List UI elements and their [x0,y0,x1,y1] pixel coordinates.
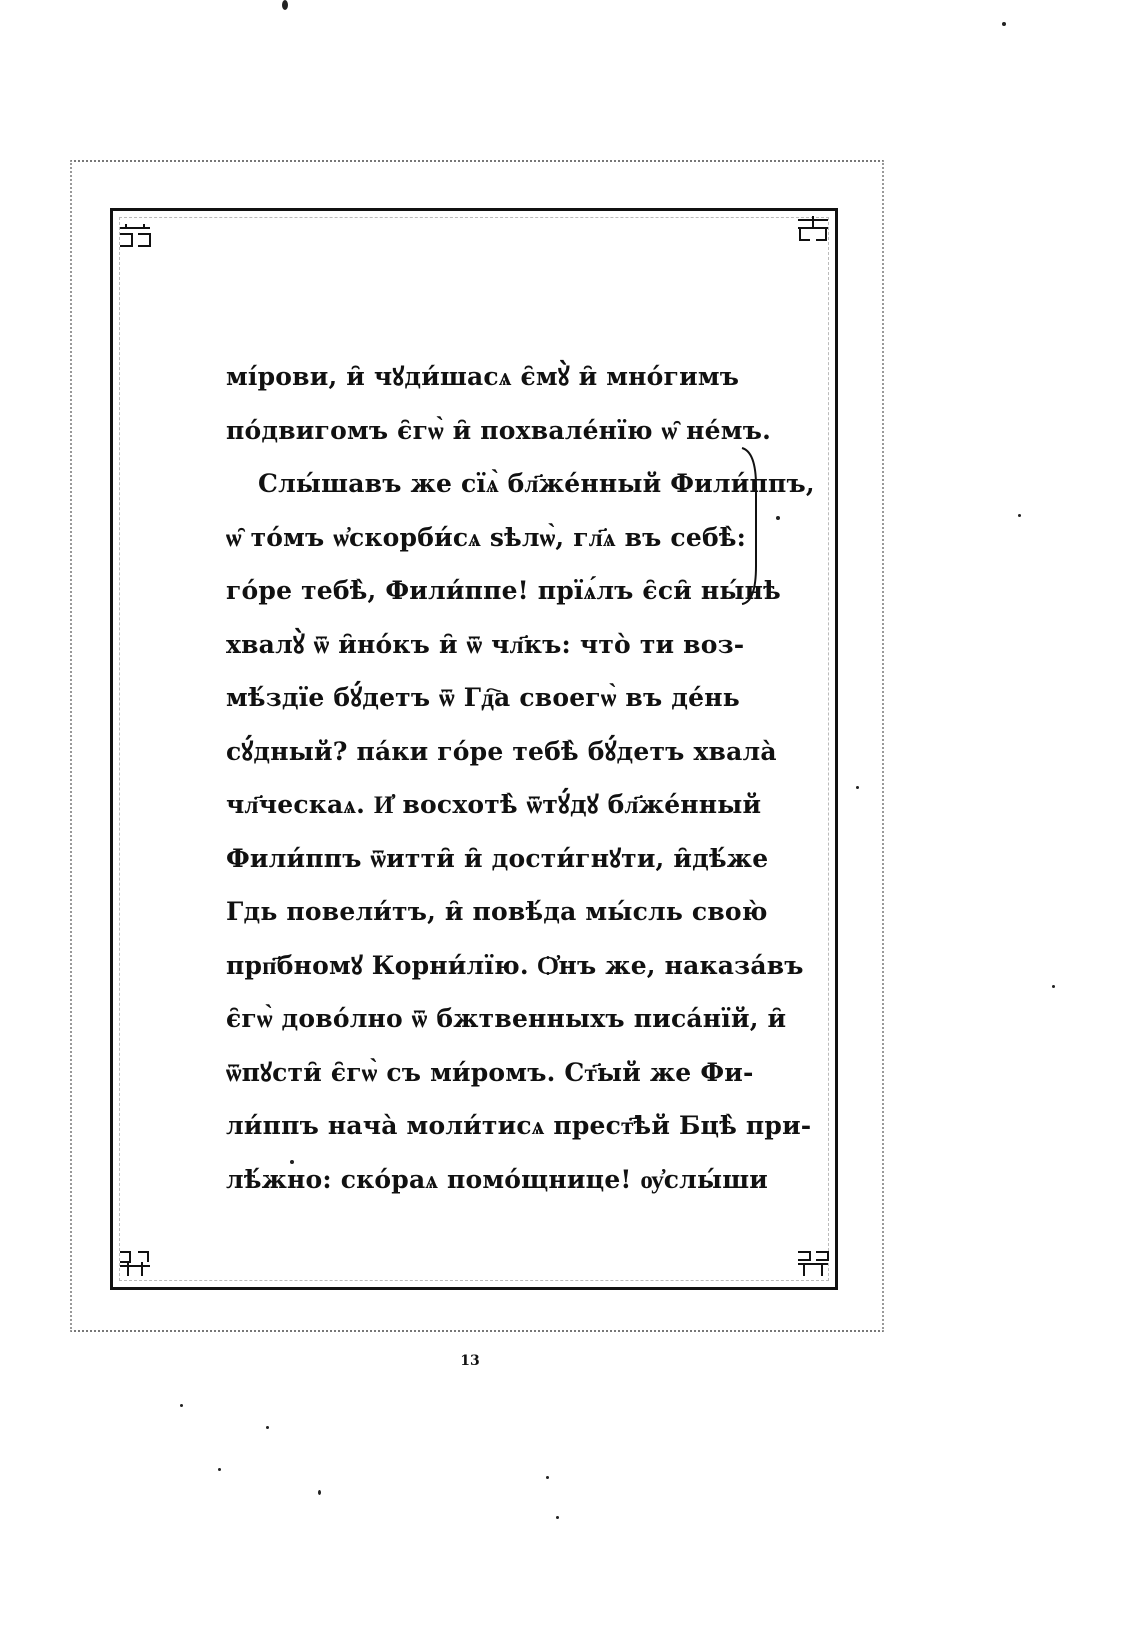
text-line: прп҃бномꙋ Корни́лїю. Ѻ҆нъ же, наказа́въ [226,950,804,980]
text-line: сꙋ́дный? па́ки го́ре тебѣ̀ бꙋ́детъ хвала̀ [226,736,777,766]
ink-speck [1018,514,1021,517]
ink-speck [290,1160,294,1164]
ink-speck [1052,985,1055,988]
text-line: Гдь повели́тъ, и̑ повѣ́да мы́сль свою̀ [226,897,768,926]
ink-speck [546,1476,549,1479]
corner-ornament-icon [796,1248,830,1276]
corner-ornament-icon [118,222,152,250]
text-line: Фили́ппъ ѿитти̑ и̑ дости́гнꙋти, и̑дѣ́же [226,843,769,873]
text-line: ѡ̑ то́мъ ѡ҆скорби́сѧ ѕѣлѡ̀, гл҃ѧ въ себѣ̀: [226,522,747,552]
text-line: мѣ́здїе бꙋ́детъ ѿ Гд҇а своегѡ̀ въ де́нь [226,683,740,712]
ink-speck [556,1516,559,1519]
corner-ornament-icon [118,1248,152,1276]
ink-speck [856,786,859,789]
text-line: Слы́шавъ же сїѧ̀ бл҃же́нный Фили́ппъ, [258,469,815,498]
page-text-block [226,350,815,1206]
ink-speck [218,1468,221,1471]
text-line: хвалꙋ̀ ѿ и̑но́къ и̑ ѿ чл҃къ: что̀ ти воз- [226,629,745,659]
ink-speck [180,1404,183,1407]
ink-speck [318,1490,321,1495]
text-line: ѿпꙋсти̑ є̑гѡ̀ съ ми́ромъ. Ст҃ый же Фи- [226,1057,754,1087]
ink-speck [282,0,288,10]
margin-bracket [740,446,760,606]
text-line: го́ре тебѣ̀, Фили́ппе! прїѧ́лъ є̑си̑ ны́нѣ [226,576,781,605]
text-line: лѣ́жно: ско́раѧ помо́щнице! ѹ҆слы́ши [226,1164,769,1194]
ink-speck [266,1426,269,1429]
ink-speck [1002,22,1006,26]
text-line: по́двигомъ є̑гѡ̀ и̑ похвале́нїю ѡ̑ не́мъ. [226,415,771,445]
page-number: 13 [460,1353,480,1369]
text-line: ли́ппъ нача̀ моли́тисѧ прест҃ѣй Бцѣ̀ при- [226,1111,812,1140]
corner-ornament-icon [796,216,830,244]
text-line: є̑гѡ̀ дово́лно ѿ бжтвенныхъ писа́нїй, и̑ [226,1004,787,1033]
text-line: мі́рови, и̑ чꙋди́шасѧ є̑мꙋ̀ и̑ мно́гимъ [226,362,740,391]
text-line: чл҃ческаѧ. И҆ восхотѣ̀ ѿтꙋ́дꙋ бл҃же́нный [226,790,762,819]
ink-speck [776,516,780,520]
